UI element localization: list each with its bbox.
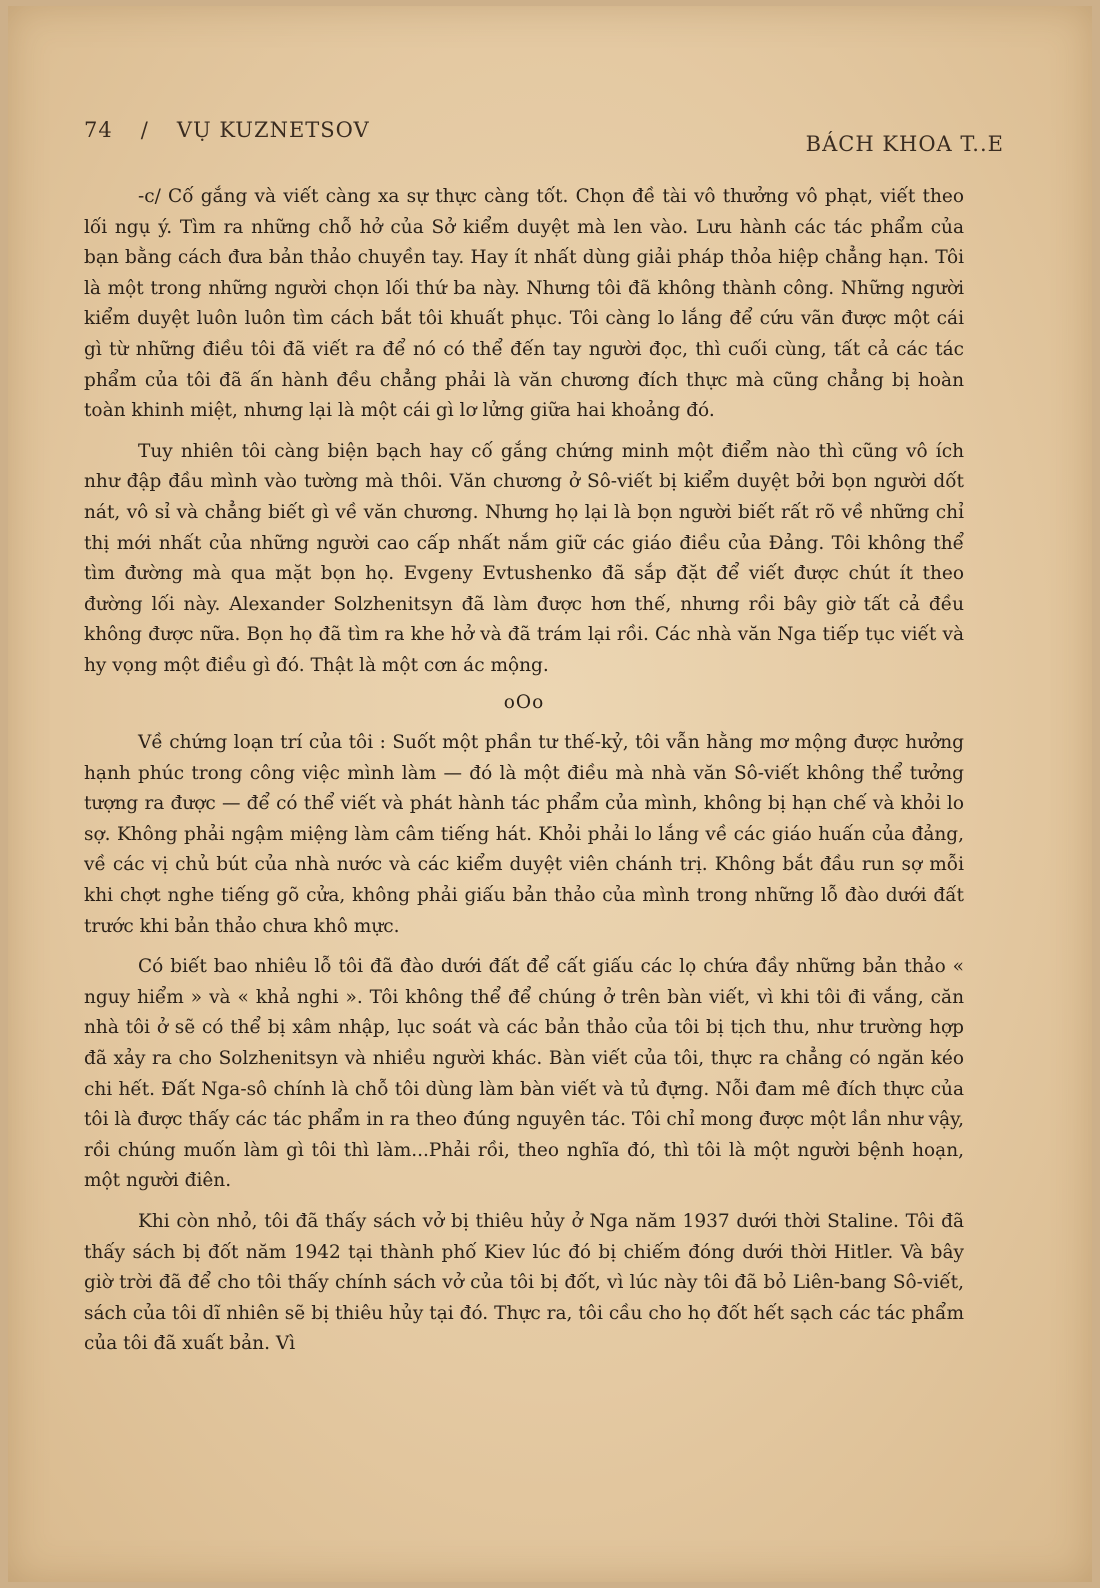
- book-page: [8, 6, 1092, 1582]
- running-header: [84, 118, 1004, 158]
- page-number: 74: [84, 118, 113, 142]
- paragraph-5: Khi còn nhỏ, tôi đã thấy sách vở bị thiêu hủy ở Nga năm 1937 dưới thời Staline. Tôi đã thấy sách bị đốt năm 1942 tại thành phố Kiev lúc đó bị chiếm đóng dưới thời Hitler. Và bây giờ trời đã để cho tôi thấy chính sách vở của tôi bị đốt, vì lúc này tôi đã bỏ Liên-bang Sô-viết, sách của tôi dĩ nhiên sẽ bị thiêu hủy tại đó. Thực ra, tôi cầu cho họ đốt hết sạch các tác phẩm của tôi đã xuất bản. Vì: [84, 1211, 964, 1355]
- publication-title: BÁCH KHOA T..E: [805, 132, 1004, 156]
- article-body: [84, 182, 964, 1360]
- paragraph-2: Tuy nhiên tôi càng biện bạch hay cố gắng chứng minh một điểm nào thì cũng vô ích như đập đầu mình vào tường mà thôi. Văn chương ở Sô-viết bị kiểm duyệt bởi bọn người dốt nát, vô sỉ và chẳng biết gì về văn chương. Nhưng họ lại là bọn người biết rất rõ về những chỉ thị mới nhất của những người cao cấp nhất nắm giữ các giáo điều của Đảng. Tôi không thể tìm đường mà qua mặt bọn họ. Evgeny Evtushenko đã sắp đặt để viết được chút ít theo đường lối này. Alexander Solzhenitsyn đã làm được hơn thế, nhưng rồi bây giờ tất cả đều không được nữa. Bọn họ đã tìm ra khe hở và đã trám lại rồi. Các nhà văn Nga tiếp tục viết và hy vọng một điều gì đó. Thật là một cơn ác mộng.: [84, 440, 964, 676]
- paragraph-1: -c/ Cố gắng và viết càng xa sự thực càng tốt. Chọn đề tài vô thưởng vô phạt, viết theo lối ngụ ý. Tìm ra những chỗ hở của Sở kiểm duyệt mà len vào. Lưu hành các tác phẩm của bạn bằng cách đưa bản thảo chuyền tay. Hay ít nhất dùng giải pháp thỏa hiệp chẳng hạn. Tôi là một trong những người chọn lối thứ ba này. Nhưng tôi đã không thành công. Những người kiểm duyệt luôn luôn tìm cách bắt tôi khuất phục. Tôi càng lo lắng để cứu vãn được một cái gì từ những điều tôi đã viết ra để nó có thể đến tay người đọc, thì cuối cùng, tất cả các tác phẩm của tôi đã ấn hành đều chẳng phải là văn chương đích thực mà cũng chẳng bị hoàn toàn khinh miệt, nhưng lại là một cái gì lơ lửng giữa hai khoảng đó.: [84, 186, 964, 422]
- paragraph-4: Có biết bao nhiêu lỗ tôi đã đào dưới đất để cất giấu các lọ chứa đầy những bản thảo « nguy hiểm » và « khả nghi ». Tôi không thể để chúng ở trên bàn viết, vì khi tôi đi vắng, căn nhà tôi ở sẽ có thể bị xâm nhập, lục soát và các bản thảo của tôi bị tịch thu, như trường hợp đã xảy ra cho Solzhenitsyn và nhiều người khác. Bàn viết của tôi, thực ra chẳng có ngăn kéo chi hết. Đất Nga-sô chính là chỗ tôi dùng làm bàn viết và tủ đựng. Nỗi đam mê đích thực của tôi là được thấy các tác phẩm in ra theo đúng nguyên tác. Tôi chỉ mong được một lần như vậy, rồi chúng muốn làm gì tôi thì làm...Phải rồi, theo nghĩa đó, thì tôi là một người bệnh hoạn, một người điên.: [84, 956, 964, 1192]
- header-slash: /: [140, 118, 149, 142]
- header-left: [84, 118, 370, 142]
- paragraph-3: Về chứng loạn trí của tôi : Suốt một phần tư thế-kỷ, tôi vẫn hằng mơ mộng được hưởng hạnh phúc trong công việc mình làm — đó là một điều mà nhà văn Sô-viết không thể tưởng tượng ra được — để có thể viết và phát hành tác phẩm của mình, không bị hạn chế và khỏi lo sợ. Không phải ngậm miệng làm câm tiếng hát. Khỏi phải lo lắng về các giáo huấn của đảng, về các vị chủ bút của nhà nước và các kiểm duyệt viên chánh trị. Không bắt đầu run sợ mỗi khi chợt nghe tiếng gõ cửa, không phải giấu bản thảo của mình trong những lỗ đào dưới đất trước khi bản thảo chưa khô mực.: [84, 732, 964, 937]
- section-separator: oOo: [503, 691, 545, 713]
- author-name: VỤ KUZNETSOV: [176, 118, 370, 142]
